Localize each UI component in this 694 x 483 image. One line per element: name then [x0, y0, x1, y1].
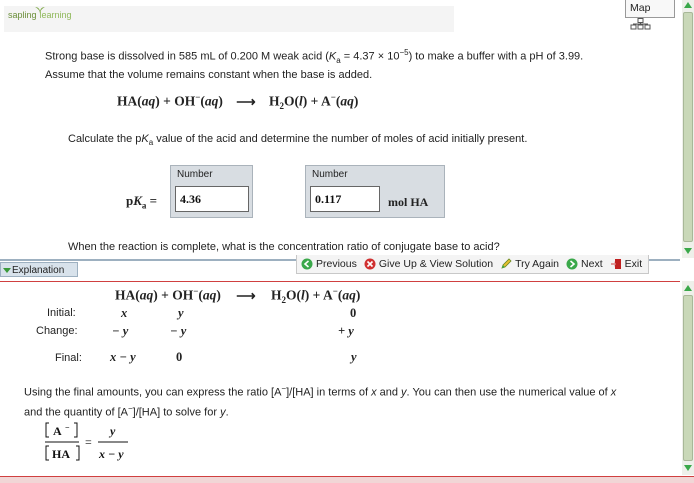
ice-final-label: Final: — [55, 352, 82, 364]
svg-text:−: − — [65, 423, 70, 432]
ice-final-ha: x − y — [110, 350, 136, 364]
frac-num-right: y — [110, 424, 116, 438]
explanation-reaction: HA(aq) + OH−(aq) ⟶ $H_2O(l) + A^-(aq)$ — [115, 286, 361, 306]
ice-final-a: y — [351, 350, 357, 364]
bottom-scroll-thumb[interactable] — [683, 295, 693, 461]
ratio-fraction-graphic — [44, 420, 154, 468]
previous-icon — [301, 258, 313, 270]
next-icon — [566, 258, 578, 270]
bottom-scrollbar[interactable] — [682, 281, 694, 475]
top-scroll-thumb[interactable] — [683, 12, 693, 242]
top-scrollbar[interactable] — [682, 0, 694, 258]
calc-prompt: Calculate the $pK_a$ value of the acid and determine the number of moles of acid initially present. — [68, 133, 528, 148]
ice-change-a: + y — [338, 324, 354, 338]
frac-den-left: HA — [52, 447, 70, 461]
ice-change-oh: − y — [170, 324, 187, 338]
logo-text-sapling: sapling — [8, 10, 37, 20]
explanation-tab[interactable]: Explanation — [0, 262, 78, 277]
exit-button[interactable]: Exit — [610, 258, 643, 270]
moles-unit-label: mol HA — [388, 195, 429, 209]
logo-text-learning: learning — [39, 10, 72, 20]
pka-answer-group — [170, 165, 253, 218]
ice-initial-oh: y — [178, 306, 184, 320]
next-button[interactable]: Next — [566, 258, 603, 270]
scroll-down-icon-2[interactable] — [684, 465, 692, 471]
question-line-2: Assume that the volume remains constant when the base is added. — [45, 68, 373, 81]
map-button[interactable] — [625, 0, 675, 18]
moles-number-label: Number — [312, 169, 348, 180]
pka-number-label: Number — [177, 169, 213, 180]
pencil-icon — [500, 258, 512, 270]
ice-change-label: Change: — [36, 325, 78, 337]
pka-label: $pK_a$ = — [126, 193, 158, 211]
exit-icon — [610, 258, 622, 270]
give-up-button[interactable]: Give Up & View Solution — [364, 258, 493, 270]
action-toolbar — [296, 255, 649, 274]
scroll-up-icon[interactable] — [684, 2, 692, 8]
scroll-up-icon-2[interactable] — [684, 285, 692, 291]
explanation-text: Using the final amounts, you can express the ratio [A−]/[HA] in terms of x and y. You can then use the numerical value of x and the quantity of [A−]/[HA] to solve for y. — [24, 384, 617, 419]
frac-equals: = — [85, 435, 92, 449]
ice-final-oh: 0 — [176, 350, 183, 364]
ratio-fraction — [44, 420, 154, 471]
pka-input[interactable]: 4.36 — [175, 186, 249, 212]
try-again-button[interactable]: Try Again — [500, 258, 559, 270]
previous-button[interactable]: Previous — [301, 258, 357, 270]
question-text — [45, 45, 665, 83]
collapse-arrow-icon — [3, 268, 11, 273]
frac-den-right: x − y — [99, 447, 124, 461]
question-line-1: Strong base is dissolved in 585 mL of 0.200 M weak acid $(K_a = 4.37 \times 10^{-5})$ to make a buffer with a pH of 3.99. — [45, 48, 584, 65]
frac-num-left: A — [53, 424, 62, 438]
moles-input[interactable]: 0.117 — [310, 186, 380, 212]
map-label: Map — [630, 2, 651, 14]
leaf-icon — [35, 6, 45, 14]
give-up-icon — [364, 258, 376, 270]
moles-answer-group — [305, 165, 445, 218]
ice-change-ha: − y — [112, 324, 129, 338]
ice-initial-a: 0 — [350, 306, 357, 320]
ice-initial-ha: x — [121, 306, 128, 320]
map-icon — [630, 18, 652, 30]
reaction-equation: HA(aq) + OH−(aq) ⟶ $H_2O(l) + A^-(aq)$ — [117, 92, 359, 112]
ratio-question: When the reaction is complete, what is the concentration ratio of conjugate base to acid? — [68, 241, 500, 253]
ice-initial-label: Initial: — [47, 307, 76, 319]
scroll-down-icon[interactable] — [684, 248, 692, 254]
